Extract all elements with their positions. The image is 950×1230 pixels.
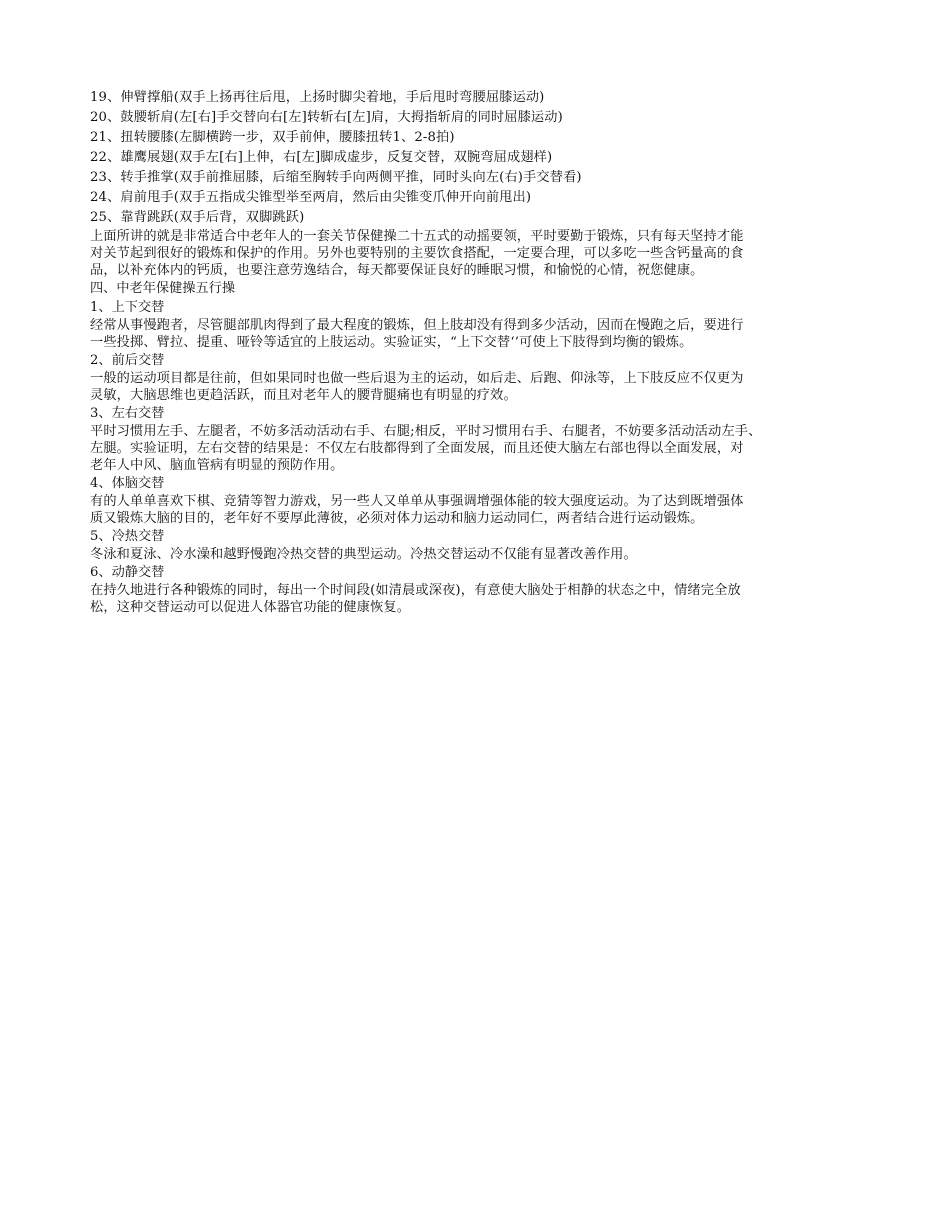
summary-line: 对关节起到很好的锻炼和保护的作用。另外也要特别的主要饮食搭配，一定要合理，可以多吃一些含钙量高的食 (90, 246, 744, 261)
exercise-item-25: 25、靠背跳跃(双手后背，双脚跳跃) (90, 210, 305, 225)
section-line: 质又锻炼大脑的目的，老年好不要厚此薄彼，必须对体力运动和脑力运动同仁，两者结合进行运动锻炼。 (90, 511, 704, 526)
section-5 (90, 527, 880, 563)
section-title: 2、前后交替 (90, 353, 165, 368)
exercise-item-20: 20、鼓腰斩肩(左[右]手交替向右[左]转斩右[左]肩，大拇指斩肩的同时屈膝运动) (90, 110, 563, 125)
section-title: 1、上下交替 (90, 300, 165, 315)
section-title: 4、体脑交替 (90, 476, 165, 491)
summary-paragraph (90, 228, 880, 279)
section-heading: 四、中老年保健操五行操 (90, 281, 236, 296)
section-line: 松，这种交替运动可以促进人体器官功能的健康恢复。 (90, 600, 411, 615)
section-line: 在持久地进行各种锻炼的同时，每出一个时间段(如清晨或深夜)，有意使大脑处于相静的状态之中，情绪完全放 (90, 583, 741, 598)
exercise-list (90, 88, 880, 228)
exercise-item-22: 22、雄鹰展翅(双手左[右]上伸，右[左]脚成虚步，反复交替，双腕弯屈成翅样) (90, 150, 553, 165)
section-line: 经常从事慢跑者，尽管腿部肌肉得到了最大程度的锻炼，但上肢却没有得到多少活动，因而在慢跑之后，要进行 (90, 318, 744, 333)
exercise-item-21: 21、扭转腰膝(左脚横跨一步，双手前伸，腰膝扭转1、2-8拍) (90, 130, 455, 145)
exercise-item-19: 19、伸臂撑船(双手上扬再往后甩，上扬时脚尖着地，手后甩时弯腰屈膝运动) (90, 90, 545, 105)
section-title: 3、左右交替 (90, 406, 165, 421)
section-title: 6、动静交替 (90, 565, 165, 580)
section-line: 灵敏，大脑思维也更趋活跃，而且对老年人的腰背腿痛也有明显的疗效。 (90, 388, 517, 403)
exercise-item-23: 23、转手推掌(双手前推屈膝，后缩至胸转手向两侧平推，同时头向左(右)手交替看) (90, 170, 582, 185)
section-line: 老年人中风、脑血管病有明显的预防作用。 (90, 458, 344, 473)
section-line: 有的人单单喜欢下棋、竞猜等智力游戏，另一些人又单单从事强调增强体能的较大强度运动。为了达到既增强体 (90, 494, 744, 509)
section-3 (90, 404, 880, 474)
section-line: 平时习惯用左手、左腿者，不妨多活动活动右手、右腿;相反，平时习惯用右手、右腿者，不妨要多活动活动左手、 (90, 424, 762, 439)
section-title: 5、冷热交替 (90, 529, 165, 544)
section-line: 冬泳和夏泳、冷水澡和越野慢跑冷热交替的典型运动。冷热交替运动不仅能有显著改善作用。 (90, 547, 637, 562)
section-line: 一般的运动项目都是往前，但如果同时也做一些后退为主的运动，如后走、后跑、仰泳等，上下肢反应不仅更为 (90, 371, 744, 386)
section-2 (90, 351, 880, 404)
summary-line: 品，以补充体内的钙质，也要注意劳逸结合，每天都要保证良好的睡眠习惯，和愉悦的心情，祝您健康。 (90, 263, 704, 278)
section-line: 一些投掷、臂拉、提重、哑铃等适宜的上肢运动。实验证实，“上下交替‘’可使上下肢得到均衡的锻炼。 (90, 335, 693, 350)
section-1 (90, 298, 880, 351)
section-line: 左腿。实验证明，左右交替的结果是：不仅左右肢都得到了全面发展，而且还使大脑左右部也得以全面发展，对 (90, 441, 744, 456)
document-page (90, 88, 880, 616)
section-4 (90, 474, 880, 527)
exercise-item-24: 24、肩前甩手(双手五指成尖锥型举至两肩，然后由尖锥变爪伸开向前甩出) (90, 190, 532, 205)
summary-line: 上面所讲的就是非常适合中老年人的一套关节保健操二十五式的动摇要领，平时要勤于锻炼，只有每天坚持才能 (90, 229, 744, 244)
section-6 (90, 563, 880, 616)
